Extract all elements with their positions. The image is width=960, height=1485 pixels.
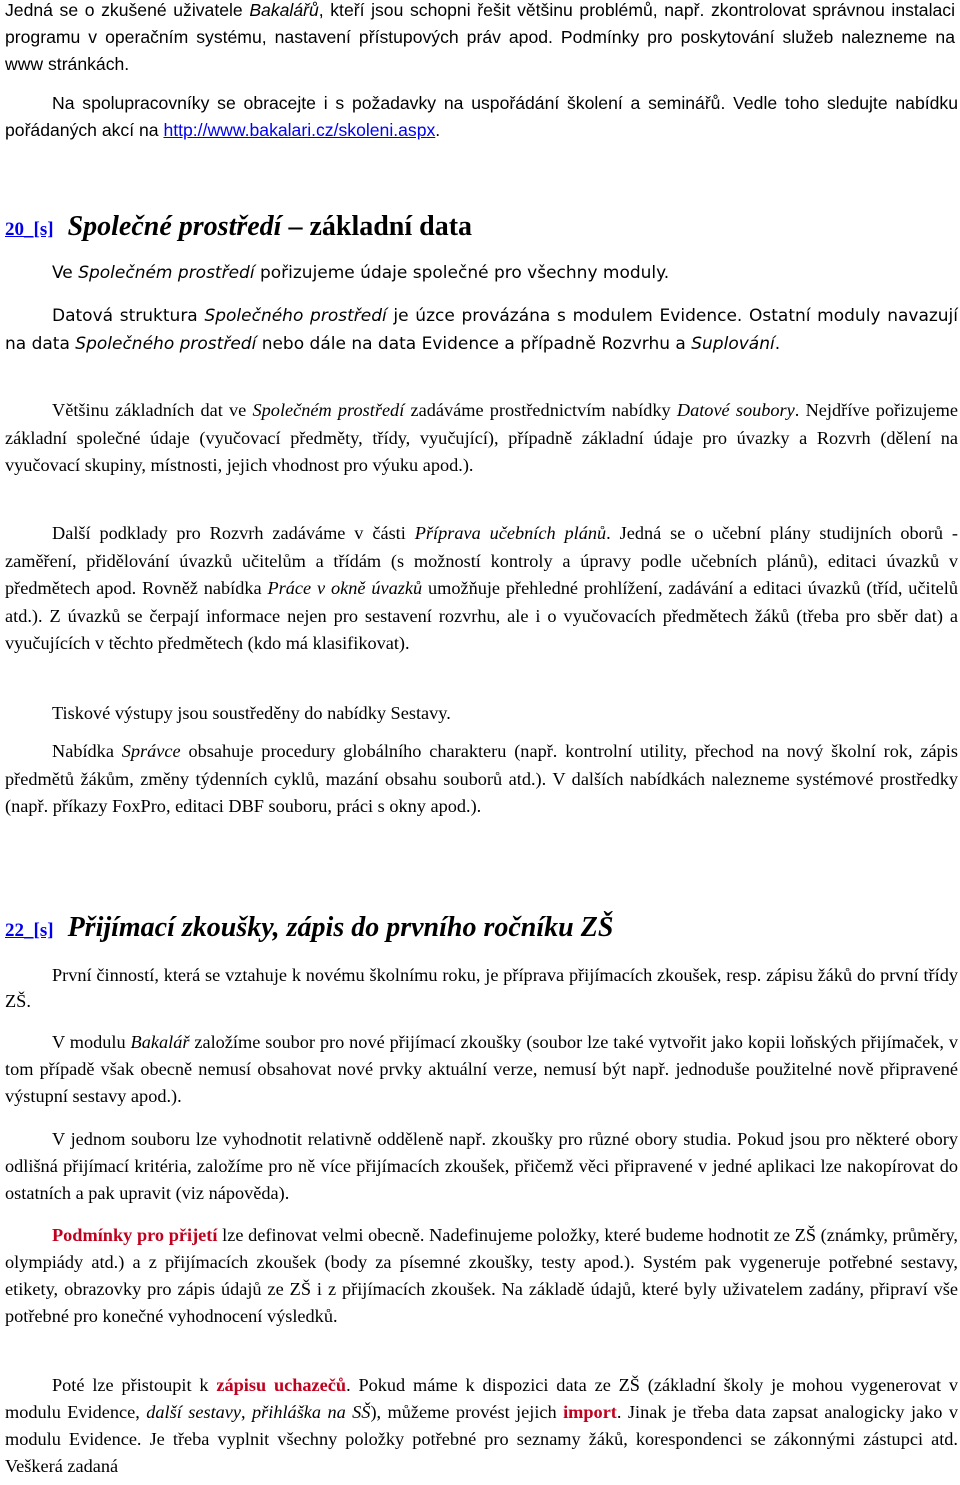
s22-paragraph-4: Podmínky pro přijetí lze definovat velmi obecně. Nadefinujeme položky, které budeme hodnotit ze ZŠ (známky, průměry, olympiády atd.) a z přijímacích zkoušek (body za písemné zkoušky, testy apod.). Systém pak vygeneruje potřebné sestavy, etikety, obrazovky pro zápis údajů ze ZŠ i z přijímacích zkoušek. Na základě údajů, které byly uživatelem zadány, připraví vše potřebné pro konečné vyhodnocení výsledků.: [5, 1225, 959, 1326]
s22-paragraph-3: V jednom souboru lze vyhodnotit relativně odděleně např. zkoušky pro různé obory studia. Pokud jsou pro některé obory odlišná přijímací kritéria, založíme pro ně více přijímacích zkoušek, přičemž věci připravené v jedné aplikaci lze nakopírovat do ostatních a pak upravit (viz nápověda).: [5, 1129, 958, 1203]
section-20-heading: [5, 211, 472, 243]
s20-paragraph-3: Většinu základních dat ve Společném prostředí zadáváme prostřednictvím nabídky Datové soubory. Nejdříve pořizujeme základní společné údaje (vyučovací předměty, třídy, vyučující), případně základní údaje pro úvazky a Rozvrh (dělení na vyučovací skupiny, místnosti, jejich vhodnost pro výuku apod.).: [5, 400, 958, 475]
s20-paragraph-5: Tiskové výstupy jsou soustředěny do nabídky Sestavy.: [52, 703, 451, 723]
s20-paragraph-1: Ve Společném prostředí pořizujeme údaje společné pro všechny moduly.: [52, 263, 670, 283]
import-link[interactable]: import: [563, 1402, 617, 1422]
s22-paragraph-1: První činností, která se vztahuje k novému školnímu roku, je příprava přijímacích zkoušek, resp. zápisu žáků do první třídy ZŠ.: [5, 965, 958, 1011]
zapis-uchazecu-link[interactable]: zápisu uchazečů: [216, 1375, 347, 1395]
s22-paragraph-5: Poté lze přistoupit k zápisu uchazečů. Pokud máme k dispozici data ze ZŠ (základní školy je mohou vygenerovat v modulu Evidence, další sestavy, přihláška na SŠ), můžeme provést jejich import. Jinak je třeba data zapsat analogicky jako v modulu Evidence. Je třeba vyplnit všechny položky potřebné pro seznamy žáků, korespondenci se zákonnými zástupci atd. Veškerá zadaná: [5, 1375, 959, 1476]
section-20-title: Společné prostředí – základní data: [67, 211, 473, 242]
s20-paragraph-6: Nabídka Správce obsahuje procedury globálního charakteru (např. kontrolní utility, přechod na nový školní rok, zápis předmětů žákům, změny týdenních cyklů, mazání obsahu souborů atd.). V dalších nabídkách nalezneme systémové prostředky (např. příkazy FoxPro, editaci DBF souboru, práci s okny apod.).: [5, 741, 958, 816]
skoleni-link[interactable]: http://www.bakalari.cz/skoleni.aspx: [163, 120, 436, 140]
section-20-number-link[interactable]: 20_[s]: [5, 219, 54, 240]
section-22-heading: [5, 912, 613, 944]
section-22-number-link[interactable]: 22_[s]: [5, 920, 54, 941]
s22-paragraph-2: V modulu Bakalář založíme soubor pro nové přijímací zkoušky (soubor lze také vytvořit jako kopii loňských přijímaček, v tom případě však obecně nemusí obsahovat nové prvky aktuální verze, nemusí být např. jednoduše použitelné nově připravené výstupní sestavy apod.).: [5, 1032, 958, 1106]
bakalari-italic: Bakalářů: [249, 0, 319, 20]
podminky-link[interactable]: Podmínky pro přijetí: [52, 1225, 218, 1245]
intro-paragraph-2: Na spolupracovníky se obracejte i s požadavky na uspořádání školení a seminářů. Vedle toho sledujte nabídku pořádaných akcí na http://www.bakalari.cz/skoleni.aspx.: [5, 93, 958, 140]
section-22-title: Přijímací zkoušky, zápis do prvního ročníku ZŠ: [67, 912, 614, 943]
intro-paragraph-1: Jedná se o zkušené uživatele Bakalářů, kteří jsou schopni řešit většinu problémů, např. zkontrolovat správnou instalaci programu v operačním systému, nastavení přístupových práv apod. Podmínky pro poskytování služeb nalezneme na www stránkách.: [5, 0, 955, 74]
s20-paragraph-2: Datová struktura Společného prostředí je úzce provázána s modulem Evidence. Ostatní moduly navazují na data Společného prostředí nebo dále na data Evidence a případně Rozvrhu a Suplování.: [5, 306, 959, 354]
s20-paragraph-4: Další podklady pro Rozvrh zadáváme v části Příprava učebních plánů. Jedná se o učební plány studijních oborů - zaměření, přidělování úvazků učitelům a třídám (s možností kontroly a úpravy podle učebních plánů), editaci úvazků v předmětech apod. Rovněž nabídka Práce v okně úvazků umožňuje přehledné prohlížení, zadávání a editaci úvazků (tříd, učitelů atd.). Z úvazků se čerpají informace nejen pro sestavení rozvrhu, ale i o vyučovacích předmětech žáků (třeba pro sběr dat) a vyučujících v těchto předmětech (kdo má klasifikovat).: [5, 523, 959, 653]
